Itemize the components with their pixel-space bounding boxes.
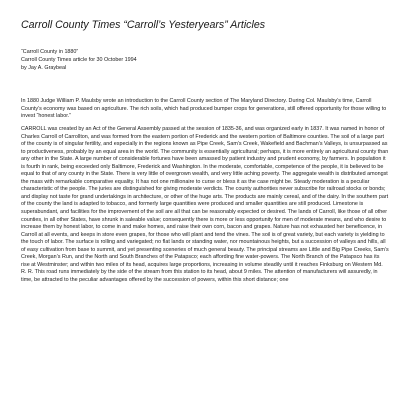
- document-title: Carroll County Times “Carroll’s Yesteryears” Articles: [21, 19, 266, 31]
- paragraph-intro: In 1880 Judge William P. Maulsby wrote an introduction to the Carroll County section of The Maryland Directory. During Col. Maulsby’s time, Carroll County’s economy was based on agriculture. The rich soils, which had produced bumper crops for generations, still offered opportunity for those willing to invest “honest labor.”: [21, 98, 387, 120]
- article-header: [21, 49, 391, 72]
- source-line: Carroll County Times article for 30 October 1994: [21, 56, 137, 63]
- byline: by Jay A. Graybeal: [21, 64, 67, 71]
- paragraph-body: CARROLL was created by an Act of the General Assembly passed at the session of 1835-36, and was organized early in 1837. It was named in honor of Charles Carroll of Carrollton, and was formed from the eastern portion of Frederick and the western portion of Baltimore counties. The soil of a large part of the county is of singular fertility, and especially in the regions known as Pipe Creek, Sam’s Creek, Wakefield and Bachman’s Valleys, is unsurpassed as to productiveness, probably by an equal area in the world. The community is essentially agricultural; perhaps, it is more entirely an agricultural county than any other in the State. A large number of considerable fortunes have been amassed by patient industry and prudent economy, by farmers. In population it is fourth in rank, being exceeded only Baltimore, Frederick and Washington. In the moderate, comfortable, competence of the people, it is believed to be equal to that of any county in the State. There is very little of overgrown wealth, and very little aching poverty. The aggregate wealth is distributed amongst the mass with remarkable comparative equality. It has not one millionaire to curse or bless it as the case might be. Steady moderation is a peculiar characteristic of the people. The juries are distinguished for giving moderate verdicts. The county authorities never subscribe for railroad stocks or bonds; and display not taste for grand undertakings in architecture, or other of the huge arts. The products are mainly cereal, and of the dairy. In the southern part of the county the land is adapted to tobacco, and formerly large quantities were produced and smaller quantities are still produced. Limestone is superabundant, and facilities for the improvement of the soil are all that can be reasonably expected or desired. The lands of Carroll, like those of all other counties, in all other States, have shrunk in saleable value; consequently there is more or less opportunity for men of moderate means, and who desire to increase them by honest labor, to come in and make homes, and raise their own corn, bacon and grapes. Nature has not exhausted her beneficence, in Carroll at all events, and keeps in store even grapes, for those who will plant and tend the vines. The soil is of great variety, but each variety is yielding to the touch of labor. The surface is rolling and variegated; no flat lands or standing water, nor mountainous heights, but a succession of valleys and hills, all of easy cultivation from base to summit, and yet presenting sceneries of much general beauty. The principal streams are Little and Big Pipe Creeks, Sam’s Creek, Morgan’s Run, and the North and South Branches of the Patapsco; each affording fine water-powers. The North Branch of the Patapsco has its rise at Westminster; and within two miles of its head, acquires large proportions, increasing in volume steadily until it reaches Finksburg on Western Md. R. R. This road runs immediately by the side of the stream from this station to its head, about 9 miles. The attention of manufacturers will assuredly, in time, be attracted to the peculiar advantages offered by the succession of powers, within this short distance; one: [21, 126, 389, 283]
- article-title: “Carroll County in 1880”: [21, 49, 79, 55]
